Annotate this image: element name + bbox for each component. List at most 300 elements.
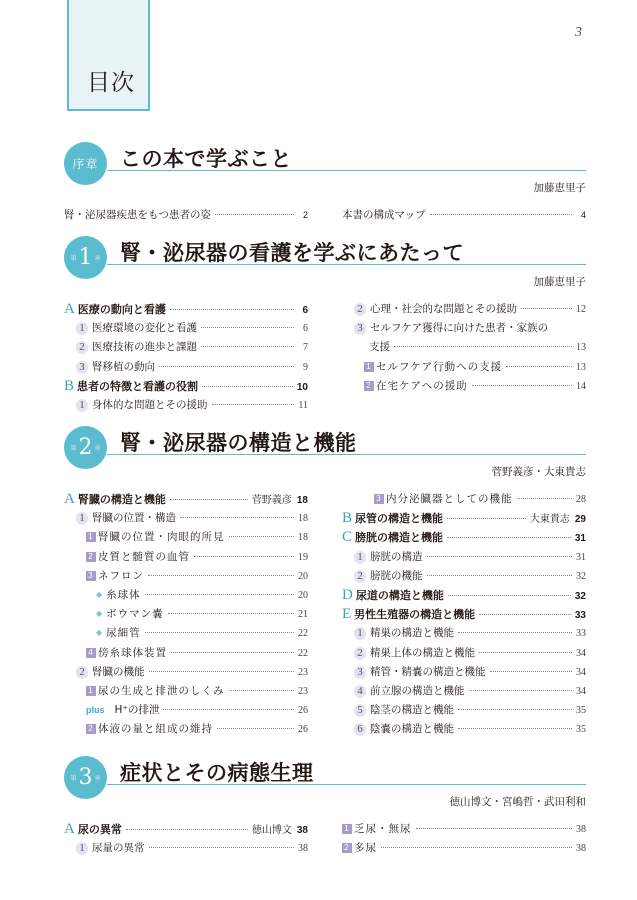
leader-dots (458, 728, 572, 729)
toc-entry-text: 膀胱の構造 (370, 550, 423, 563)
toc-entry-text: H⁺の排泄 (114, 704, 160, 717)
toc-entry-text: 医療技術の進歩と課題 (92, 341, 197, 354)
page-number-ref: 22 (298, 628, 308, 640)
page-number-ref: 28 (576, 494, 586, 505)
page-number-ref: 18 (298, 532, 308, 544)
toc-entry-text: 膀胱の構造と機能 (355, 531, 444, 545)
toc-entry-label (369, 338, 390, 357)
toc-entry-text: 在宅ケアへの援助 (376, 379, 468, 392)
chapter-3 (64, 756, 586, 858)
toc-entry[interactable] (342, 319, 586, 338)
leader-dots (145, 632, 294, 633)
toc-entry[interactable] (64, 528, 308, 547)
leader-dots (170, 309, 294, 310)
toc-entry-label (354, 682, 465, 701)
toc-entry-text: 腎臓の位置・構造 (92, 512, 176, 525)
toc-entry[interactable] (64, 567, 308, 586)
toc-entry-label (76, 358, 155, 377)
item-number-square: 1 (86, 532, 96, 542)
toc-entry[interactable] (64, 586, 308, 605)
leader-dots (126, 829, 248, 830)
leader-dots (427, 556, 573, 557)
leader-dots (149, 847, 295, 848)
diamond-bullet-icon: ◆ (96, 628, 104, 638)
item-number-square: 2 (342, 843, 352, 853)
toc-entry-label (354, 300, 517, 319)
toc-entry-label (76, 396, 208, 415)
toc-entry-label (64, 300, 166, 319)
page-number-ref: 4 (580, 210, 586, 220)
leader-dots (506, 366, 572, 367)
toc-entry-text: 多尿 (354, 842, 377, 855)
leader-dots (163, 709, 294, 710)
subsection-number-badge: 2 (76, 341, 88, 354)
chapter-prefix: 第 (70, 255, 77, 262)
page-number-ref: 35 (576, 705, 586, 717)
toc-column-right (342, 300, 586, 415)
leader-dots (458, 709, 572, 710)
toc-entry[interactable] (64, 820, 308, 839)
page-number-ref: 20 (298, 570, 308, 582)
toc-entry-label (342, 509, 443, 528)
toc-entry-label (342, 206, 426, 225)
page-number-ref: 7 (303, 342, 308, 354)
toc-entry-label (354, 319, 548, 338)
chapter-1 (64, 236, 586, 415)
toc-entry[interactable] (342, 663, 586, 682)
leader-dots (448, 595, 571, 596)
toc-entry-label (354, 624, 454, 643)
section-letter: A (64, 821, 75, 837)
diamond-bullet-icon: ◆ (96, 589, 104, 599)
toc-entry-label (354, 644, 475, 663)
chapter-title[interactable]: 腎・泌尿器の看護を学ぶにあたって (120, 241, 464, 265)
toc-entry-text: 尿道の構造と機能 (355, 588, 444, 602)
toc-entry[interactable] (342, 644, 586, 663)
toc-entry[interactable] (64, 206, 308, 225)
section-letter: B (342, 510, 353, 527)
toc-entry-text: 支援 (369, 341, 390, 354)
toc-entry[interactable] (342, 605, 586, 624)
toc-entry-text: 尿量の異常 (92, 842, 145, 855)
chapter-2 (64, 426, 586, 739)
leader-dots (229, 536, 295, 537)
toc-column-left (64, 490, 308, 739)
section-letter: A (64, 491, 75, 507)
toc-entry-label (86, 701, 159, 720)
page-number-ref: 31 (576, 551, 586, 563)
toc-entry-text: 身体的な問題とその援助 (92, 398, 208, 411)
page-number-ref: 21 (298, 609, 308, 621)
toc-entry-label (354, 663, 486, 682)
subsection-number-badge: 3 (354, 322, 366, 335)
toc-entry-text: 男性生殖器の構造と機能 (354, 608, 476, 622)
page-number-ref: 34 (576, 666, 586, 678)
toc-columns (64, 300, 586, 415)
toc-entry-text: 精管・精嚢の構造と機能 (370, 665, 486, 678)
toc-entry-label (86, 644, 167, 663)
toc-entry-label (64, 820, 122, 839)
toc-column-right (342, 490, 586, 739)
page-number-ref: 9 (303, 361, 308, 373)
chapter-suffix: 章 (94, 775, 101, 782)
section-author: 徳山博文 (251, 825, 292, 836)
toc-entry-text: 腎移植の動向 (92, 360, 155, 373)
toc-entry-text: 膀胱の機能 (370, 569, 423, 582)
subsection-number-badge: 2 (354, 647, 366, 660)
item-number-square: 3 (86, 571, 96, 581)
chapter-authors: 徳山博文・宮嶋哲・武田利和 (449, 796, 586, 808)
leader-dots (180, 517, 294, 518)
toc-entry-text: 心理・社会的な問題とその援助 (370, 303, 517, 315)
chapter-authors: 加藤恵里子 (533, 182, 586, 194)
leader-dots (479, 652, 572, 653)
page-number-ref: 38 (296, 825, 308, 836)
leader-dots (447, 537, 571, 538)
toc-columns (64, 490, 586, 739)
leader-dots (517, 498, 573, 499)
subsection-number-badge: 4 (354, 685, 366, 698)
toc-entry[interactable] (342, 701, 586, 720)
section-author: 大東貴志 (529, 514, 570, 526)
page-number-ref: 22 (298, 647, 308, 659)
page-number-ref: 6 (303, 323, 308, 335)
toc-entry-label (64, 490, 166, 509)
chapter-header (64, 142, 586, 184)
subsection-number-badge: 2 (354, 570, 366, 583)
page-number-ref: 32 (576, 570, 586, 582)
leader-dots (168, 613, 294, 614)
toc-entry[interactable] (64, 548, 308, 567)
page-number: 3 (575, 25, 582, 40)
section-letter: D (342, 586, 353, 603)
subsection-number-badge: 3 (354, 666, 366, 679)
toc-entry-text: 精巣の構造と機能 (370, 627, 454, 640)
page-number-ref: 19 (298, 551, 308, 563)
toc-entry-text: 尿の異常 (77, 823, 122, 836)
leader-dots (171, 652, 294, 653)
chapter-prefix: 第 (70, 445, 77, 452)
subsection-number-badge: 5 (354, 704, 366, 717)
toc-entry-label (96, 605, 164, 624)
item-number-square: 2 (86, 552, 96, 562)
toc-entry[interactable] (342, 682, 586, 701)
toc-entry-text: 前立腺の構造と機能 (370, 684, 465, 697)
toc-entry[interactable] (64, 720, 308, 739)
subsection-number-badge: 2 (354, 303, 366, 316)
subsection-number-badge: 1 (354, 551, 366, 564)
page-number-ref: 38 (576, 843, 586, 855)
toc-entry-label (342, 820, 412, 839)
toc-entry-text: ネフロン (98, 569, 144, 582)
chapter-number: 1 (78, 244, 93, 270)
subsection-number-badge: 1 (76, 322, 88, 335)
page-number-ref: 20 (298, 589, 308, 601)
toc-entry-label (86, 567, 144, 586)
toc-entry-text: セルフケア獲得に向けた患者・家族の (370, 322, 549, 335)
toc-entry-text: 腎臓の構造と機能 (77, 493, 166, 506)
toc-entry-text: 医療の動向と看護 (77, 303, 166, 316)
toc-column-right (342, 820, 586, 858)
toc-entry-label (64, 206, 211, 225)
leader-dots (212, 404, 295, 405)
item-number-square: 3 (374, 494, 384, 504)
leader-dots (148, 575, 294, 576)
toc-entry-label (342, 839, 377, 858)
page-number-ref: 23 (298, 685, 308, 697)
plus-tag: plus (86, 705, 105, 716)
toc-entry-text: 内分泌臓器としての機能 (386, 493, 513, 505)
toc-entry-text: 体液の量と組成の維持 (98, 723, 213, 736)
toc-entry-text: 本書の構成マップ (342, 209, 426, 221)
leader-dots (194, 556, 294, 557)
toc-entry[interactable] (342, 377, 586, 396)
toc-entry-label (86, 682, 225, 701)
leader-dots (202, 386, 293, 387)
chapter-prefix: 第 (70, 775, 77, 782)
page-number-ref: 11 (298, 399, 308, 411)
leader-dots (472, 385, 572, 386)
leader-dots (458, 632, 572, 633)
toc-entry-label (86, 548, 190, 567)
leader-dots (217, 728, 294, 729)
toc-entry-text: 傍糸球体装置 (98, 646, 167, 659)
toc-entry-label (86, 720, 213, 739)
toc-entry-text: ボウマン嚢 (106, 608, 164, 621)
page-number-ref: 18 (298, 513, 308, 525)
chapter-intro-label: 序章 (72, 157, 99, 171)
toc-entry[interactable] (64, 701, 308, 720)
chapter-header (64, 756, 586, 798)
toc-column-right (342, 206, 586, 225)
leader-dots (145, 594, 294, 595)
item-number-square: 2 (86, 724, 96, 734)
item-number-square: 2 (364, 381, 374, 391)
toc-entry[interactable] (64, 624, 308, 643)
toc-entry[interactable] (342, 839, 586, 858)
chapter-number: 3 (78, 764, 93, 790)
page-number-ref: 34 (576, 685, 586, 697)
toc-entry-label (96, 624, 141, 643)
toc-entry[interactable] (64, 682, 308, 701)
toc-entry-label (96, 586, 141, 605)
toc-entry-label (354, 567, 423, 586)
toc-entry[interactable] (64, 338, 308, 357)
toc-columns (64, 820, 586, 858)
leader-dots (479, 614, 571, 615)
toc-entry-label (76, 839, 145, 858)
toc-entry[interactable] (342, 528, 586, 547)
page-number-ref: 18 (296, 495, 308, 506)
toc-entry[interactable] (64, 358, 308, 377)
page-number-ref: 12 (576, 304, 586, 315)
page-number-ref: 33 (574, 610, 586, 622)
chapter-authors: 加藤恵里子 (533, 276, 586, 288)
toc-entry[interactable] (342, 548, 586, 567)
toc-entry[interactable] (64, 605, 308, 624)
toc-entry-text: 陰茎の構造と機能 (370, 704, 454, 717)
toc-entry-label (76, 338, 197, 357)
toc-entry[interactable] (64, 839, 308, 858)
chapter-title[interactable]: この本で学ぶこと (120, 147, 292, 171)
leader-dots (170, 499, 248, 500)
page-number-ref: 38 (576, 824, 586, 835)
chapter-title[interactable]: 症状とその病態生理 (120, 761, 314, 785)
leader-dots (416, 828, 573, 829)
page-number-ref: 23 (298, 666, 308, 678)
toc-entry-text: 尿管の構造と機能 (355, 512, 444, 526)
diamond-bullet-icon: ◆ (96, 609, 104, 619)
toc-entry[interactable] (64, 377, 308, 396)
toc-entry-label (342, 605, 475, 624)
toc-entry-text: 腎臓の機能 (92, 665, 145, 678)
toc-entry-text: 医療環境の変化と看護 (92, 322, 197, 335)
chapter-number-circle (64, 142, 107, 185)
item-number-square: 1 (86, 686, 96, 696)
leader-dots (381, 847, 572, 848)
chapter-suffix: 章 (94, 255, 101, 262)
toc-entry[interactable] (342, 567, 586, 586)
toc-entry[interactable] (342, 300, 586, 319)
toc-entry[interactable] (64, 319, 308, 338)
chapter-number-circle (64, 236, 107, 279)
toc-entry-label (354, 548, 423, 567)
chapter-number-circle (64, 756, 107, 799)
page-number-ref: 13 (576, 361, 586, 373)
page-number-ref: 6 (302, 305, 308, 316)
toc-entry-text: 腎臓の位置・肉眼的所見 (98, 531, 225, 544)
toc-entry-label (364, 358, 502, 377)
toc-entry[interactable] (64, 396, 308, 415)
chapter-number: 2 (78, 434, 93, 460)
toc-entry-text: 患者の特徴と看護の役割 (77, 379, 199, 393)
toc-title: 目次 (87, 70, 135, 96)
toc-entry-label (76, 663, 145, 682)
toc-entry[interactable] (64, 663, 308, 682)
section-letter: A (64, 301, 75, 317)
leader-dots (490, 671, 573, 672)
toc-entry-label (76, 319, 197, 338)
chapter-title[interactable]: 腎・泌尿器の構造と機能 (120, 431, 357, 455)
page-number-ref: 35 (576, 724, 586, 736)
toc-column-left (64, 300, 308, 415)
page-number-ref: 2 (302, 210, 308, 220)
toc-column-left (64, 206, 308, 225)
toc-entry-label (86, 528, 225, 547)
toc-entry[interactable] (342, 490, 586, 509)
toc-entry-label (354, 720, 454, 739)
toc-entry[interactable] (342, 586, 586, 605)
subsection-number-badge: 1 (76, 842, 88, 855)
page-number-ref: 26 (298, 705, 308, 717)
toc-entry-label (64, 377, 198, 396)
leader-dots (394, 346, 572, 347)
leader-dots (159, 366, 294, 367)
toc-entry-text: 糸球体 (106, 588, 141, 601)
leader-dots (149, 671, 295, 672)
subsection-number-badge: 3 (76, 361, 88, 374)
leader-dots (447, 518, 526, 519)
section-author: 菅野義彦 (251, 495, 292, 506)
leader-dots (469, 690, 573, 691)
subsection-number-badge: 1 (354, 627, 366, 640)
toc-entry-text: 尿細管 (106, 627, 141, 640)
toc-entry-text: 尿の生成と排泄のしくみ (98, 684, 225, 697)
toc-entry-text: 精巣上体の構造と機能 (370, 646, 475, 659)
section-letter: B (64, 377, 75, 394)
page-number-ref: 26 (298, 724, 308, 736)
section-letter: C (342, 529, 353, 546)
toc-entry-label (76, 509, 176, 528)
subsection-number-badge: 1 (76, 512, 88, 525)
toc-entry[interactable] (64, 644, 308, 663)
page-number-ref: 38 (298, 843, 308, 855)
toc-entry-text: 皮質と髄質の血管 (98, 550, 190, 563)
page-number-ref: 13 (576, 342, 586, 354)
toc-entry[interactable] (64, 509, 308, 528)
chapter-header (64, 236, 586, 278)
toc-entry-text: 乏尿・無尿 (354, 823, 412, 835)
page-number-ref: 10 (296, 381, 308, 393)
toc-entry[interactable] (64, 300, 308, 319)
leader-dots (201, 346, 294, 347)
item-number-square: 4 (86, 648, 96, 658)
toc-entry[interactable] (342, 624, 586, 643)
page-number-ref: 34 (576, 647, 586, 659)
page-number-ref: 32 (574, 590, 586, 602)
toc-entry-text: 腎・泌尿器疾患をもつ患者の姿 (64, 209, 211, 221)
chapter-header (64, 426, 586, 468)
chapter-intro (64, 142, 586, 225)
subsection-number-badge: 1 (76, 399, 88, 412)
section-letter: E (342, 606, 352, 623)
leader-dots (430, 214, 572, 215)
toc-entry-label (342, 528, 443, 547)
leader-dots (201, 327, 294, 328)
chapter-suffix: 章 (94, 445, 101, 452)
toc-entry-label (354, 701, 454, 720)
toc-entry[interactable] (342, 509, 586, 528)
toc-entry[interactable] (64, 490, 308, 509)
chapter-authors: 菅野義彦・大東貴志 (491, 466, 586, 478)
toc-entry[interactable] (342, 206, 586, 225)
page-number-ref: 33 (576, 628, 586, 640)
chapter-number-circle (64, 426, 107, 469)
page-number-ref: 29 (574, 514, 586, 526)
toc-entry-label (342, 586, 444, 605)
toc-entry-text: 陰嚢の構造と機能 (370, 723, 454, 736)
toc-entry-text: セルフケア行動への支援 (376, 360, 503, 373)
page-number-ref: 31 (574, 533, 586, 545)
leader-dots (427, 575, 573, 576)
toc-column-left (64, 820, 308, 858)
subsection-number-badge: 6 (354, 723, 366, 736)
leader-dots (215, 214, 294, 215)
item-number-square: 1 (342, 824, 352, 834)
toc-entry-label (364, 377, 468, 396)
subsection-number-badge: 2 (76, 666, 88, 679)
toc-entry[interactable] (342, 820, 586, 839)
toc-title-tab (67, 0, 150, 111)
item-number-square: 1 (364, 362, 374, 372)
leader-dots (229, 690, 295, 691)
toc-entry[interactable] (342, 720, 586, 739)
toc-entry[interactable] (342, 358, 586, 377)
toc-columns (64, 206, 586, 225)
toc-entry-label (374, 490, 513, 509)
leader-dots (521, 308, 572, 309)
toc-entry[interactable] (342, 338, 586, 357)
